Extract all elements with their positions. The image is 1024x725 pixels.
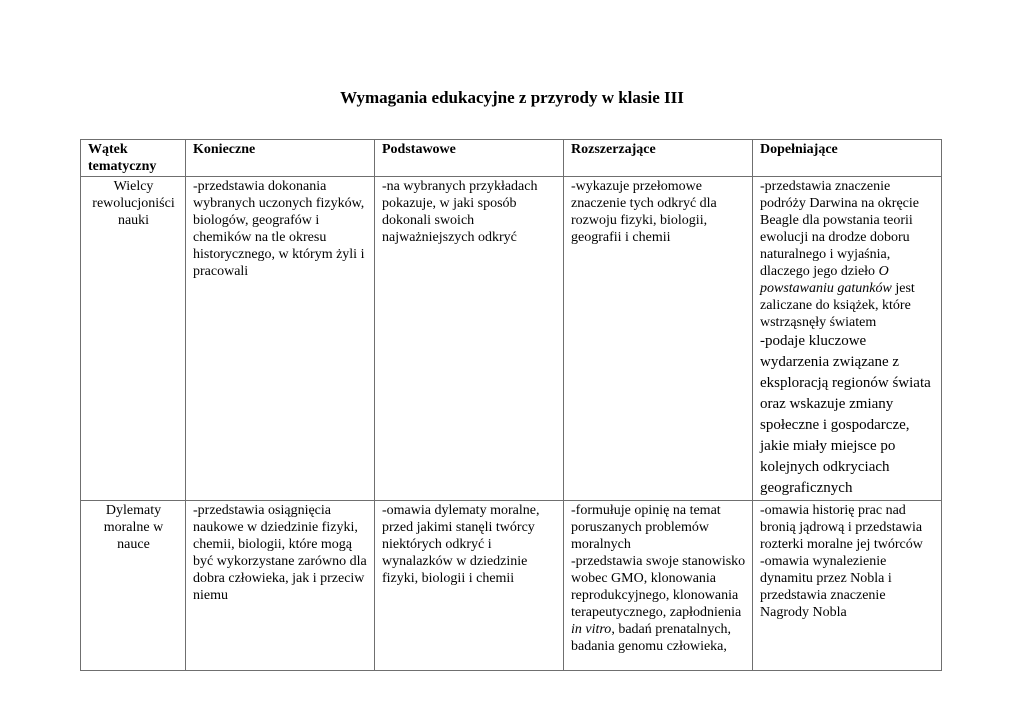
dopelniajace-item: -omawia historię prac nad bronią jądrową i przedstawia rozterki moralne jej twórców	[760, 503, 926, 552]
dopelniajace-text: jest zaliczane do książek, które wstrząsnęły światem	[760, 281, 919, 330]
topic-cell: Dylematy moralne w nauce	[81, 501, 186, 671]
podstawowe-cell: -omawia dylematy moralne, przed jakimi stanęli twórcy niektórych odkryć i wynalazków w dziedzinie fizyki, biologii i chemii	[375, 501, 564, 671]
konieczne-cell: -przedstawia dokonania wybranych uczonych fizyków, biologów, geografów i chemików na tle okresu historycznego, w którym żyli i pracowali	[186, 177, 375, 501]
header-rozszerzajace: Rozszerzające	[564, 140, 753, 177]
podstawowe-cell: -na wybranych przykładach pokazuje, w jaki sposób dokonali swoich najważniejszych odkryć	[375, 177, 564, 501]
rozszerzajace-text: -przedstawia swoje stanowisko wobec GMO, klonowania reprodukcyjnego, klonowania terapeutycznego, zapłodnienia	[571, 554, 749, 620]
rozszerzajace-cell: -wykazuje przełomowe znaczenie tych odkryć dla rozwoju fizyki, biologii, geografii i chemii	[564, 177, 753, 501]
dopelniajace-cell	[753, 501, 942, 671]
document-title: Wymagania edukacyjne z przyrody w klasie III	[340, 88, 684, 107]
header-podstawowe: Podstawowe	[375, 140, 564, 177]
table-row	[81, 501, 942, 671]
header-topic: Wątek tematyczny	[81, 140, 186, 177]
dopelniajace-item: -podaje kluczowe wydarzenia związane z eksploracją regionów świata oraz wskazuje zmiany społeczne i gospodarcze, jakie miały miejsce po kolejnych odkryciach geograficznych	[760, 333, 935, 496]
header-dopelniajace: Dopełniające	[753, 140, 942, 177]
rozszerzajace-text: , badań prenatalnych, badania genomu człowieka,	[571, 622, 735, 654]
requirements-table	[80, 139, 942, 671]
in-vitro-term: in vitro	[571, 622, 612, 637]
header-konieczne: Konieczne	[186, 140, 375, 177]
konieczne-cell: -przedstawia osiągnięcia naukowe w dziedzinie fizyki, chemii, biologii, które mogą być wykorzystane zarówno dla dobra człowieka, jak i przeciw niemu	[186, 501, 375, 671]
dopelniajace-item	[760, 178, 935, 331]
dopelniajace-text: -przedstawia znaczenie podróży Darwina na okręcie Beagle dla powstania teorii ewolucji na drodze doboru naturalnego i wyjaśnia, dlaczego jego dzieło	[760, 179, 923, 279]
table-row	[81, 177, 942, 501]
rozszerzajace-cell	[564, 501, 753, 671]
topic-cell: Wielcy rewolucjoniści nauki	[81, 177, 186, 501]
rozszerzajace-item: -formułuje opinię na temat poruszanych problemów moralnych	[571, 503, 725, 552]
header-row	[81, 140, 942, 177]
dopelniajace-item: -omawia wynalezienie dynamitu przez Nobla i przedstawia znaczenie Nagrody Nobla	[760, 554, 896, 620]
rozszerzajace-item	[571, 553, 749, 655]
dopelniajace-cell	[753, 177, 942, 501]
book-title: O powstawaniu gatunków	[760, 264, 893, 296]
